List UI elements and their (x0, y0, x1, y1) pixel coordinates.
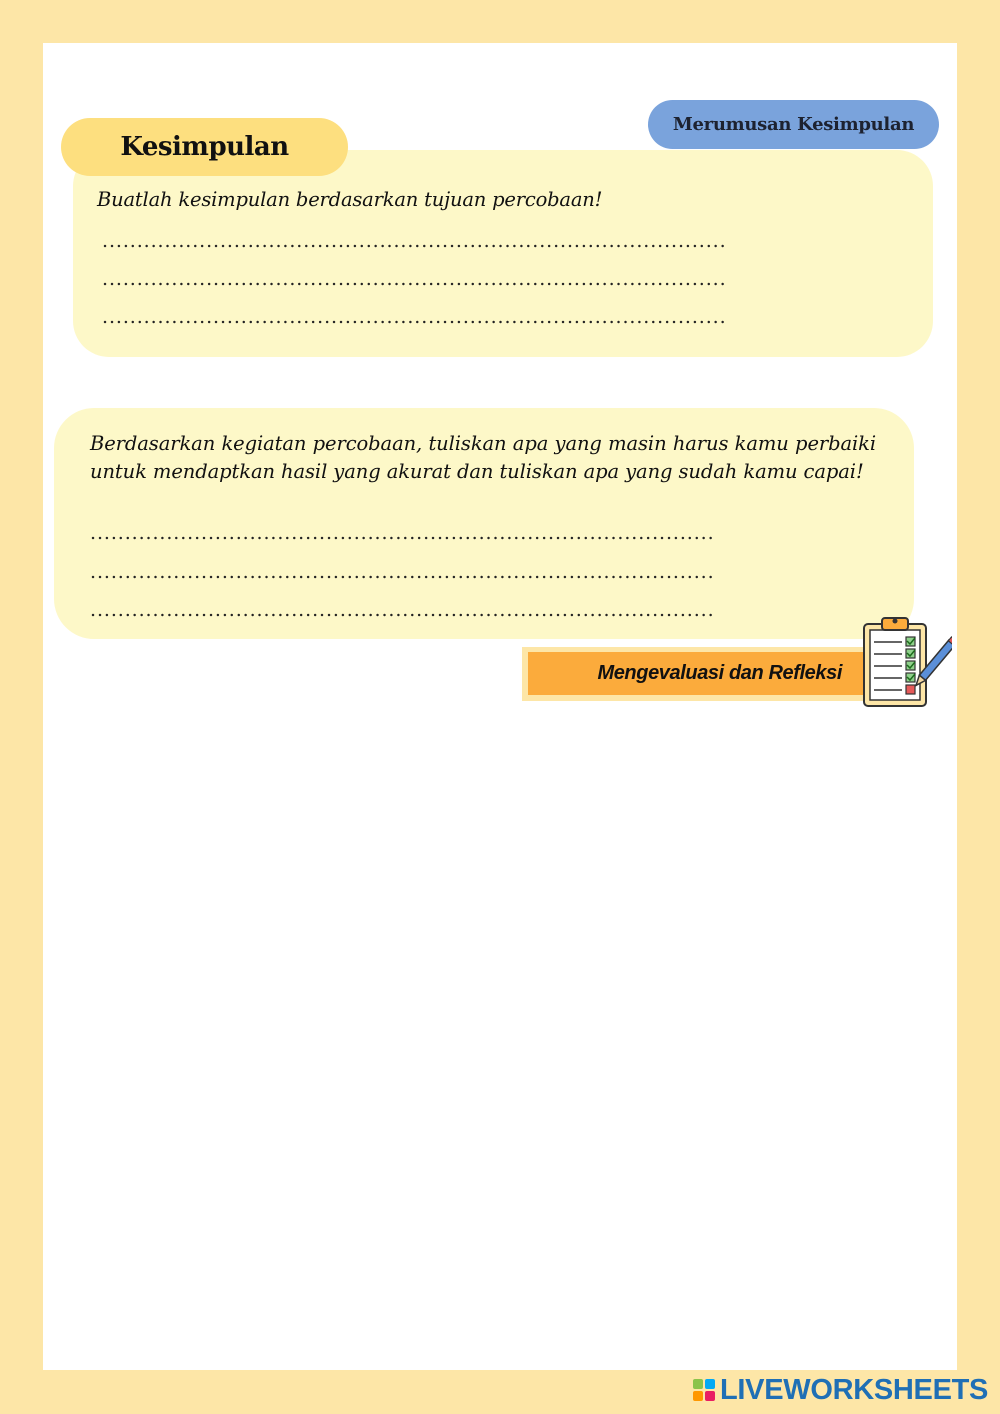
reflection-prompt: Berdasarkan kegiatan percobaan, tuliskan apa yang masin harus kamu perbaiki untuk mendaptkan hasil yang akurat dan tuliskan apa yang sudah kamu capai! (90, 432, 876, 483)
section-title: Kesimpulan (61, 118, 348, 176)
answer-line-2[interactable]: .......................................................................................... (102, 269, 727, 289)
answer-line-1[interactable]: .......................................................................................... (102, 231, 727, 251)
evaluation-tag (528, 652, 866, 695)
liveworksheets-logo-icon (692, 1378, 716, 1402)
reflection-line-1[interactable]: .......................................................................................... (90, 523, 715, 543)
clipboard-checklist-icon (860, 614, 952, 710)
conclusion-prompt: Buatlah kesimpulan berdasarkan tujuan percobaan! (97, 188, 603, 211)
section-tag-merumusan: Merumusan Kesimpulan (648, 100, 939, 149)
evaluation-tag-label: Mengevaluasi dan Refleksi (597, 662, 842, 684)
reflection-line-2[interactable]: .......................................................................................... (90, 562, 715, 582)
brand-name: LIVEWORKSHEETS (720, 1373, 989, 1406)
reflection-line-3[interactable]: .......................................................................................... (90, 600, 715, 620)
liveworksheets-brand (692, 1374, 988, 1406)
answer-line-3[interactable]: .......................................................................................... (102, 307, 727, 327)
